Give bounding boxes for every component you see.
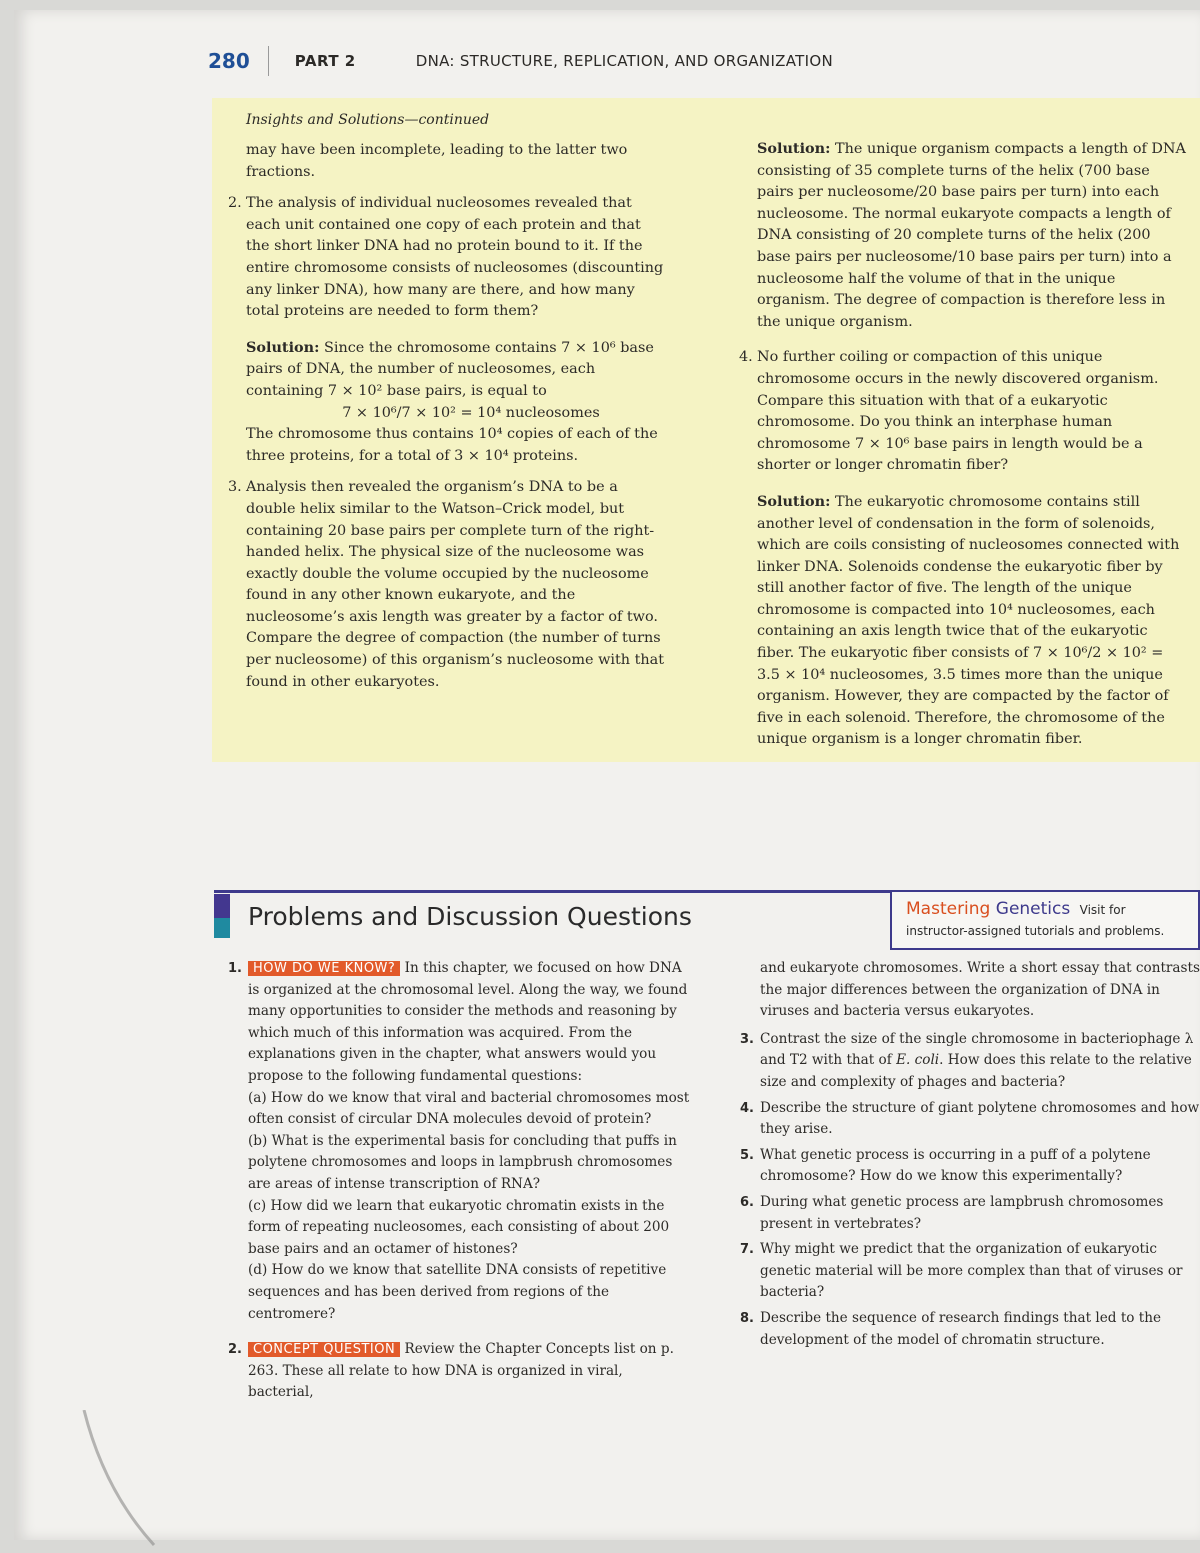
problem-1-intro xyxy=(248,958,690,1088)
problem-number: 7. xyxy=(740,1242,754,1258)
problem-3 xyxy=(740,1029,1200,1094)
problem-number: 4. xyxy=(740,1100,754,1116)
header-title: DNA: STRUCTURE, REPLICATION, AND ORGANIZATION xyxy=(415,52,833,70)
problem-text-a: Contrast the size of the single chromosome in bacteriophage λ and T2 with that of xyxy=(760,1030,1194,1069)
problem-2 xyxy=(228,1339,690,1404)
problem-4 xyxy=(740,1098,1200,1141)
insights-solutions-box xyxy=(212,98,1200,762)
solution-label: Solution: xyxy=(757,492,831,510)
problem-text: What genetic process is occurring in a puff of a polytene chromosome? How do we know this experimentally? xyxy=(760,1146,1151,1185)
problem-text: Describe the sequence of research findings that led to the development of the model of chromatin structure. xyxy=(760,1309,1162,1348)
problem-7 xyxy=(740,1239,1200,1304)
problem-text: Review the Chapter Concepts list on p. 263. These all relate to how DNA is organized in viral, bacterial, xyxy=(248,1341,674,1401)
problem-5 xyxy=(740,1145,1200,1188)
problem-1c: (c) How did we learn that eukaryotic chromatin exists in the form of repeating nucleosomes, each consisting of about 200 base pairs and an octamer of histones? xyxy=(248,1197,670,1257)
problem-text: In this chapter, we focused on how DNA is organized at the chromosomal level. Along the way, we found many opportunities to consider the methods and reasoning by which much of this information was acquired. From the explanations given in the chapter, what answers would you propose to the following fundamental questions: xyxy=(248,960,688,1084)
question-text: The analysis of individual nucleosomes revealed that each unit contained one copy of each protein and that the short linker DNA had no protein bound to it. If the entire chromosome consists of nucleosomes (discounting any linker DNA), how many are there, and how many total proteins are needed to form them? xyxy=(246,195,664,320)
brand-genetics: Genetics xyxy=(995,899,1071,919)
insights-question-2 xyxy=(228,193,666,323)
solution-label: Solution: xyxy=(246,338,320,356)
problem-8 xyxy=(740,1308,1200,1351)
solution-4 xyxy=(757,491,1187,751)
how-do-we-know-tag: HOW DO WE KNOW? xyxy=(248,961,400,976)
problem-text-italic: E. coli xyxy=(896,1052,940,1069)
concept-question-tag: CONCEPT QUESTION xyxy=(248,1342,400,1357)
problem-text: Why might we predict that the organization of eukaryotic genetic material will be more complex than that of viruses or bacteria? xyxy=(760,1241,1183,1301)
question-number: 4. xyxy=(739,349,753,366)
problem-number: 8. xyxy=(740,1310,754,1326)
brand-mastering: Mastering xyxy=(906,899,991,919)
problem-1a: (a) How do we know that viral and bacterial chromosomes most often consist of circular DNA molecules devoid of protein? xyxy=(248,1089,690,1128)
header-divider xyxy=(268,46,269,76)
problem-number: 2. xyxy=(228,1342,242,1358)
section-title: Problems and Discussion Questions xyxy=(248,902,692,931)
insights-intro: may have been incomplete, leading to the latter two fractions. xyxy=(246,142,628,180)
mastering-subtext: instructor-assigned tutorials and problems. xyxy=(906,924,1165,938)
solution-3 xyxy=(757,138,1187,333)
solution-text: The eukaryotic chromosome contains still another level of condensation in the form of solenoids, which are coils consisting of nucleosomes connected with linker DNA. Solenoids condense the eukaryotic fiber by still another factor of five. The length of the unique chromosome is compacted into 10⁴ nucleosomes, each containing an axis length twice that of the eukaryotic fiber. The eukaryotic fiber consists of 7 × 10⁶/2 × 10² = 3.5 × 10⁴ nucleosomes, 3.5 times more than the unique organism. However, they are compacted by the factor of five in each solenoid. Therefore, the chromosome of the unique organism is a longer chromatin fiber. xyxy=(757,493,1180,748)
insights-question-4 xyxy=(739,347,1187,477)
problem-text: During what genetic process are lampbrush chromosomes present in vertebrates? xyxy=(760,1193,1164,1232)
section-accent-teal xyxy=(214,918,230,938)
question-text: Analysis then revealed the organism’s DNA to be a double helix similar to the Watson–Crick model, but containing 20 base pairs per complete turn of the right-handed helix. The physical size of the nucleosome was exactly double the volume occupied by the nucleosome found in any other known eukaryote, and the nucleosome’s axis length was greater by a factor of two. Compare the degree of compaction (the number of turns per nucleosome) of this organism’s nucleosome with that found in other eukaryotes. xyxy=(246,479,665,690)
question-text: No further coiling or compaction of this unique chromosome occurs in the newly discovered organism. Compare this situation with that of a eukaryotic chromosome. Do you think an interphase human chromosome 7 × 10⁶ base pairs in length would be a shorter or longer chromatin fiber? xyxy=(757,349,1159,474)
solution-label: Solution: xyxy=(757,140,831,157)
mastering-genetics-box xyxy=(890,890,1200,950)
page-curl-shadow xyxy=(74,1410,164,1550)
insights-heading: Insights and Solutions—continued xyxy=(246,112,490,128)
page-number: 280 xyxy=(208,49,250,73)
book-page xyxy=(14,10,1200,1540)
problem-number: 6. xyxy=(740,1194,754,1210)
question-number: 2. xyxy=(228,195,242,212)
problem-number: 5. xyxy=(740,1147,754,1163)
solution-2-part-a xyxy=(246,337,666,403)
solution-text: The unique organism compacts a length of DNA consisting of 35 complete turns of the helix (700 base pairs per nucleosome/20 base pairs per turn) into each nucleosome. The normal eukaryote compacts a length of DNA consisting of 20 complete turns of the helix (200 base pairs per nucleosome/10 base pairs per turn) into a nucleosome half the volume of that in the unique organism. The degree of compaction is therefore less in the unique organism. xyxy=(757,141,1186,330)
problem-text: Describe the structure of giant polytene chromosomes and how they arise. xyxy=(760,1099,1200,1138)
running-header xyxy=(208,48,833,74)
problems-right-column xyxy=(740,958,1200,1355)
header-part: PART 2 xyxy=(294,52,356,70)
solution-text: Since the chromosome contains 7 × 10⁶ base pairs of DNA, the number of nucleosomes, each containing 7 × 10² base pairs, is equal to xyxy=(246,339,654,399)
problem-1b: (b) What is the experimental basis for concluding that puffs in polytene chromosomes and loops in lampbrush chromosomes are areas of intense transcription of RNA? xyxy=(248,1132,677,1192)
problem-2-continued: and eukaryote chromosomes. Write a short essay that contrasts the major differences between the organization of DNA in viruses and bacteria versus eukaryotes. xyxy=(760,960,1200,1020)
insights-right-column xyxy=(739,138,1187,751)
insights-left-column xyxy=(228,140,666,693)
mastering-brand xyxy=(906,899,1126,919)
solution-2-part-b: The chromosome thus contains 10⁴ copies of each of the three proteins, for a total of 3 × 10⁴ proteins. xyxy=(246,426,658,464)
visit-text: Visit for xyxy=(1079,903,1126,917)
problem-6 xyxy=(740,1192,1200,1235)
question-number: 3. xyxy=(228,479,242,496)
problem-text-b: . How does this relate to the relative size and complexity of phages and bacteria? xyxy=(760,1052,1192,1090)
problems-left-column xyxy=(228,958,690,1408)
insights-question-3 xyxy=(228,477,666,693)
problem-1d: (d) How do we know that satellite DNA consists of repetitive sequences and has been derived from regions of the centromere? xyxy=(248,1262,667,1322)
equation: 7 × 10⁶/7 × 10² = 10⁴ nucleosomes xyxy=(342,404,600,421)
problem-number: 1. xyxy=(228,961,242,976)
problem-1 xyxy=(228,958,690,1325)
problem-number: 3. xyxy=(740,1031,754,1047)
